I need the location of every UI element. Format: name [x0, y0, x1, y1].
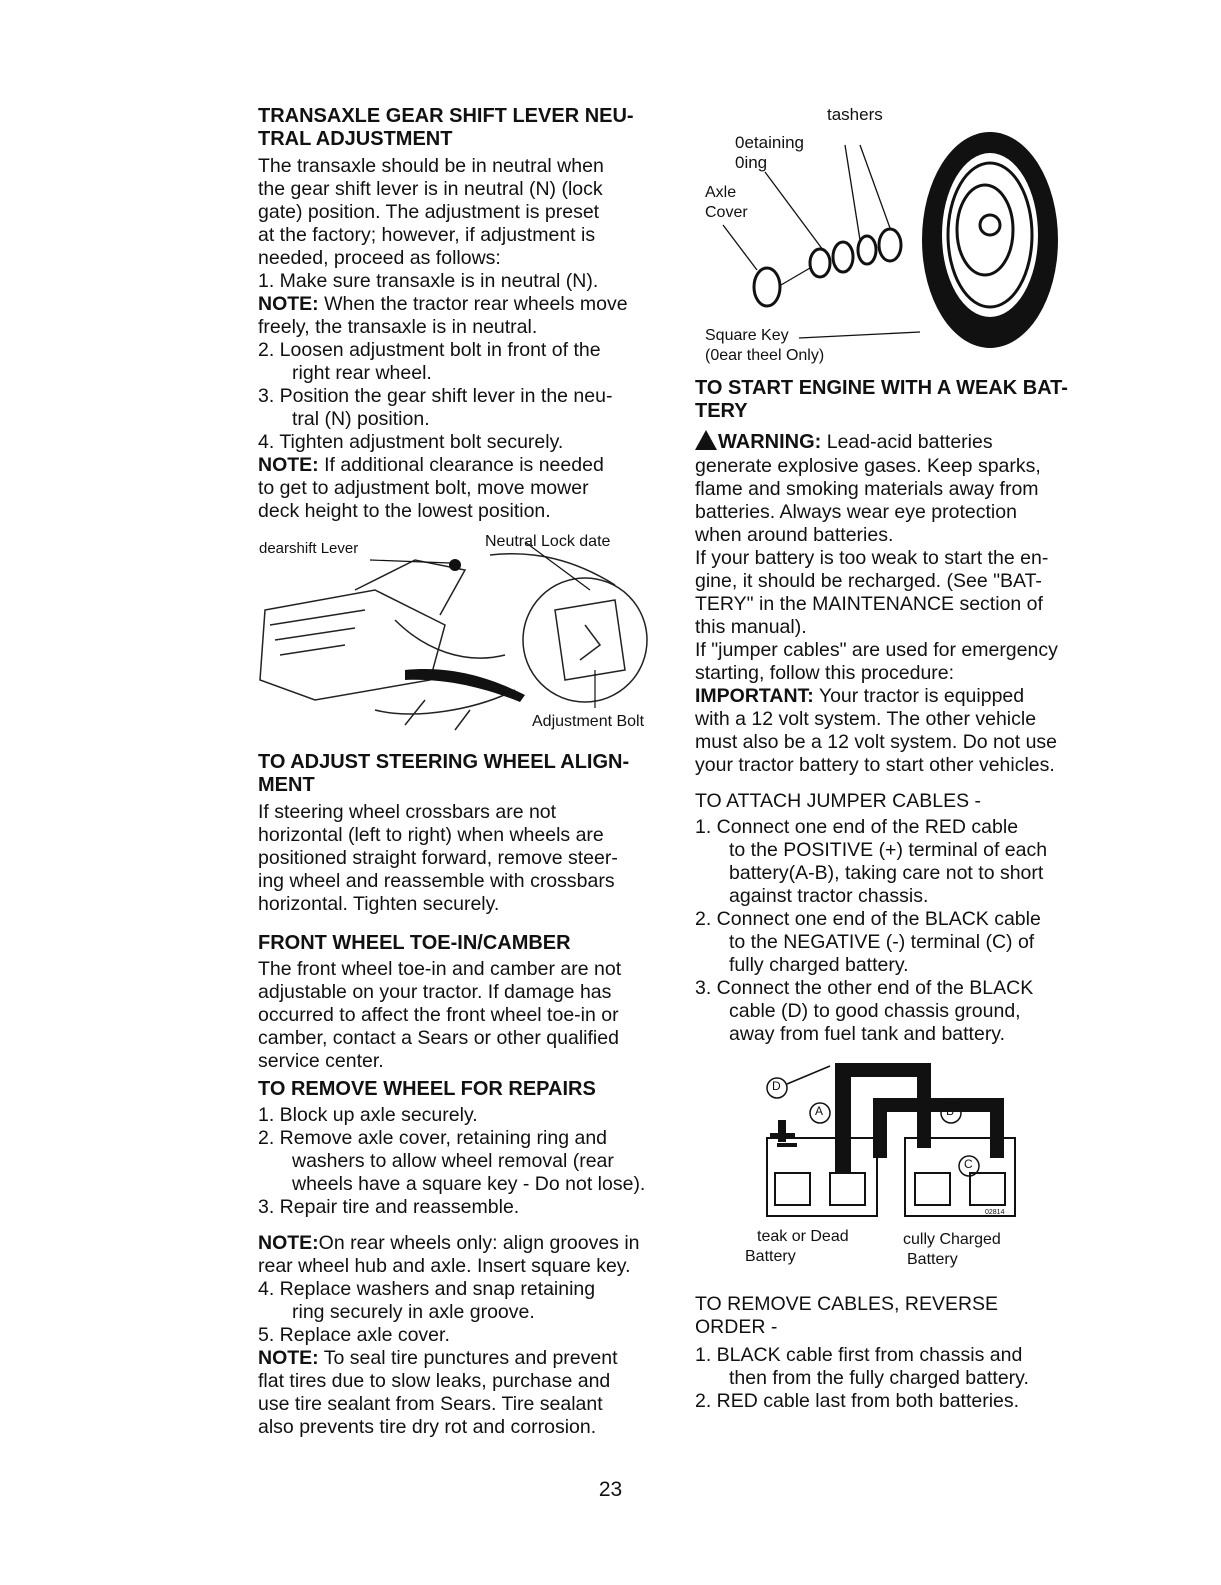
heading-steering-alignment-2: MENT [258, 774, 315, 796]
warning-icon [695, 430, 717, 450]
repair-step-5: 5. Replace axle cover. [258, 1324, 450, 1346]
attach-step-1: 1. Connect one end of the RED cable [695, 816, 1019, 838]
step-2: 2. Loosen adjustment bolt in front of the [258, 339, 601, 361]
text-line: gine, it should be recharged. (See "BAT- [695, 570, 1042, 592]
text-line: your tractor battery to start other vehicles. [695, 754, 1055, 776]
heading-neutral-adjustment-2: TRAL ADJUSTMENT [258, 128, 453, 150]
neutral-lock-gate-label: Neutral Lock date [485, 533, 611, 550]
important [695, 685, 1024, 708]
repair-step-2-cont: wheels have a square key - Do not lose). [292, 1173, 646, 1195]
cover-label: Cover [705, 204, 748, 221]
text-line: to get to adjustment bolt, move mower [258, 477, 589, 499]
important-text: Your tractor is equipped [813, 685, 1025, 707]
repair-step-1: 1. Block up axle securely. [258, 1104, 478, 1126]
text-line: If "jumper cables" are used for emergency [695, 639, 1058, 661]
remove-step-1-cont: then from the fully charged battery. [729, 1367, 1029, 1389]
heading-remove-wheel: TO REMOVE WHEEL FOR REPAIRS [258, 1078, 596, 1100]
text-line: with a 12 volt system. The other vehicle [695, 708, 1037, 730]
note-text: To seal tire punctures and prevent [318, 1347, 618, 1369]
important-label: IMPORTANT: [695, 685, 814, 707]
note-2 [258, 454, 604, 477]
ring-label: 0ing [735, 153, 768, 172]
text-line: rear wheel hub and axle. Insert square key. [258, 1255, 631, 1277]
text-line: flame and smoking materials away from [695, 478, 1039, 500]
note-text: When the tractor rear wheels move [318, 293, 628, 315]
note-label: NOTE: [258, 454, 319, 476]
text-line: this manual). [695, 616, 807, 638]
note-text: On rear wheels only: align grooves in [318, 1232, 640, 1254]
gearshift-figure [255, 530, 675, 735]
gearshift-lever-label: dearshift Lever [259, 540, 359, 557]
heading-weak-battery-1: TO START ENGINE WITH A WEAK BAT- [695, 377, 1068, 399]
text-line: horizontal. Tighten securely. [258, 893, 500, 915]
heading-neutral-adjustment-1: TRANSAXLE GEAR SHIFT LEVER NEU- [258, 105, 634, 127]
text-line: service center. [258, 1050, 384, 1072]
attach-step-2-cont: to the NEGATIVE (-) terminal (C) of [729, 931, 1035, 953]
repair-step-3: 3. Repair tire and reassemble. [258, 1196, 520, 1218]
note-label: NOTE: [258, 1347, 319, 1369]
note-4 [258, 1347, 618, 1370]
text-line: starting, follow this procedure: [695, 662, 955, 684]
note-label: NOTE: [258, 293, 319, 315]
attach-step-1-cont: against tractor chassis. [729, 885, 929, 907]
terminal-c-label: C [964, 1157, 973, 1171]
square-key-label: Square Key [705, 327, 789, 344]
attach-step-1-cont: to the POSITIVE (+) terminal of each [729, 839, 1048, 861]
warning [695, 430, 993, 454]
adjustment-bolt-label: Adjustment Bolt [532, 713, 645, 730]
retaining-label: 0etaining [735, 133, 805, 152]
page-number: 23 [598, 1478, 623, 1501]
text-line: occurred to affect the front wheel toe-in or [258, 1004, 619, 1026]
text-line: also prevents tire dry rot and corrosion. [258, 1416, 597, 1438]
washers-label: tashers [827, 105, 883, 124]
text-line: The front wheel toe-in and camber are not [258, 958, 622, 980]
text-line: camber, contact a Sears or other qualified [258, 1027, 619, 1049]
step-2-cont: right rear wheel. [292, 362, 432, 384]
text-line: gate) position. The adjustment is preset [258, 201, 600, 223]
remove-step-1: 1. BLACK cable first from chassis and [695, 1344, 1023, 1366]
text-line: adjustable on your tractor. If damage has [258, 981, 612, 1003]
text-line: the gear shift lever is in neutral (N) (lock [258, 178, 603, 200]
note-label: NOTE: [258, 1232, 319, 1254]
repair-step-2-cont: washers to allow wheel removal (rear [292, 1150, 614, 1172]
warning-label: WARNING: [718, 431, 822, 453]
gearshift-illustration [255, 530, 675, 735]
weak-battery-label-1: teak or Dead [757, 1228, 849, 1245]
attach-step-1-cont: battery(A-B), taking care not to short [729, 862, 1044, 884]
step-4: 4. Tighten adjustment bolt securely. [258, 431, 564, 453]
rear-wheel-only-label: (0ear theel Only) [705, 347, 825, 364]
text-line: must also be a 12 volt system. Do not use [695, 731, 1058, 753]
step-1: 1. Make sure transaxle is in neutral (N). [258, 270, 599, 292]
terminal-d-label: D [772, 1079, 781, 1093]
warning-text: Lead-acid batteries [821, 431, 993, 453]
charged-battery-label-2: Battery [907, 1251, 958, 1268]
text-line: batteries. Always wear eye protection [695, 501, 1017, 523]
repair-step-4: 4. Replace washers and snap retaining [258, 1278, 596, 1300]
repair-step-2: 2. Remove axle cover, retaining ring and [258, 1127, 608, 1149]
note-text: If additional clearance is needed [318, 454, 604, 476]
step-3-cont: tral (N) position. [292, 408, 430, 430]
attach-step-2: 2. Connect one end of the BLACK cable [695, 908, 1041, 930]
text-line: positioned straight forward, remove steer- [258, 847, 618, 869]
text-line: flat tires due to slow leaks, purchase and [258, 1370, 611, 1392]
remove-heading-2: ORDER - [695, 1316, 778, 1338]
text-line: TERY" in the MAINTENANCE section of [695, 593, 1043, 615]
heading-steering-alignment-1: TO ADJUST STEERING WHEEL ALIGN- [258, 751, 630, 773]
axle-label: Axle [705, 184, 737, 201]
text-line: If steering wheel crossbars are not [258, 801, 557, 823]
text-line: ing wheel and reassemble with crossbars [258, 870, 615, 892]
attach-step-2-cont: fully charged battery. [729, 954, 909, 976]
terminal-a-label: A [815, 1104, 824, 1118]
terminal-b-label: B [946, 1104, 955, 1118]
attach-step-3-cont: away from fuel tank and battery. [729, 1023, 1006, 1045]
text-line: If your battery is too weak to start the en- [695, 547, 1049, 569]
heading-front-wheel: FRONT WHEEL TOE-IN/CAMBER [258, 932, 571, 954]
remove-step-2: 2. RED cable last from both batteries. [695, 1390, 1020, 1412]
repair-step-4-cont: ring securely in axle groove. [292, 1301, 535, 1323]
attach-heading: TO ATTACH JUMPER CABLES - [695, 790, 982, 812]
text-line: at the factory; however, if adjustment is [258, 224, 596, 246]
text-line: deck height to the lowest position. [258, 500, 551, 522]
attach-step-3: 3. Connect the other end of the BLACK [695, 977, 1034, 999]
step-3: 3. Position the gear shift lever in the neu- [258, 385, 613, 407]
text-line: when around batteries. [695, 524, 894, 546]
jumper-cable-diagram [735, 1058, 1045, 1280]
text-line: generate explosive gases. Keep sparks, [695, 455, 1041, 477]
note-1 [258, 293, 628, 316]
text-line: horizontal (left to right) when wheels are [258, 824, 604, 846]
attach-step-3-cont: cable (D) to good chassis ground, [729, 1000, 1021, 1022]
heading-weak-battery-2: TERY [695, 400, 748, 422]
text-line: freely, the transaxle is in neutral. [258, 316, 538, 338]
remove-heading-1: TO REMOVE CABLES, REVERSE [695, 1293, 999, 1315]
wheel-figure [695, 100, 1065, 365]
text-line: needed, proceed as follows: [258, 247, 501, 269]
note-3 [258, 1232, 640, 1255]
weak-battery-label-2: Battery [745, 1248, 796, 1265]
figure-code: 02814 [985, 1209, 1005, 1216]
text-line: The transaxle should be in neutral when [258, 155, 604, 177]
charged-battery-label-1: cully Charged [903, 1231, 1001, 1248]
text-line: use tire sealant from Sears. Tire sealant [258, 1393, 603, 1415]
